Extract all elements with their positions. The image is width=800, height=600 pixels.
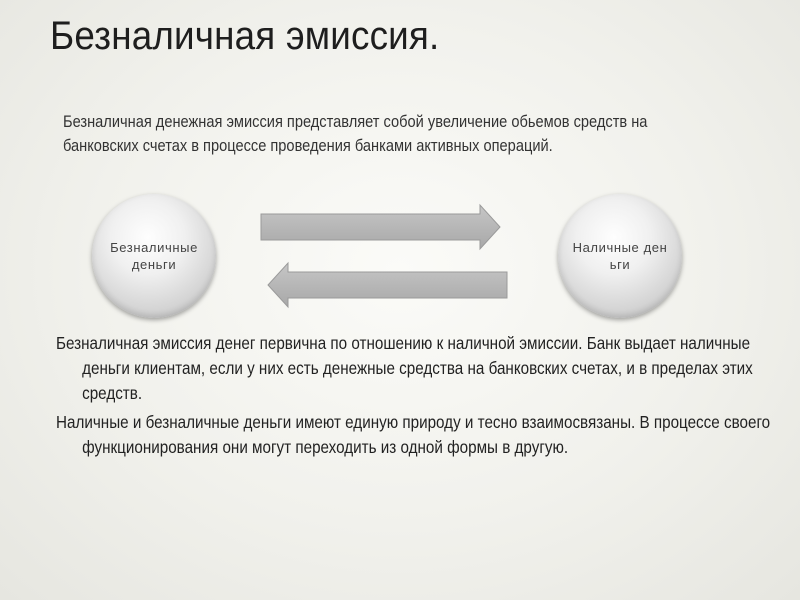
paragraph-primary-emission: Безналичная эмиссия денег первична по отношению к наличной эмиссии. Банк выдает наличные деньги клиентам, если у них есть денежные средства на банковских счетах, и в пределах этих средств. — [56, 333, 753, 403]
arrow-right-icon — [258, 203, 503, 251]
cash-money-circle — [558, 194, 682, 318]
cash-money-label: Наличные деньги — [572, 240, 668, 272]
arrow-left-icon — [265, 261, 510, 309]
cashless-money-circle — [92, 194, 216, 318]
slide-title: Безналичная эмиссия. — [50, 14, 440, 58]
paragraph-2-container — [56, 410, 776, 466]
paragraph-1-container — [56, 331, 776, 412]
paragraph-interrelation: Наличные и безналичные деньги имеют единую природу и тесно взаимосвязаны. В процессе своего функционирования они могут переходить из одной формы в другую. — [56, 412, 771, 457]
cashless-money-label: Безналичные деньги — [110, 240, 198, 272]
intro-text: Безналичная денежная эмиссия представляет собой увеличение обьемов средств на банковских счетах в процессе проведения банками активных операций. — [63, 112, 648, 155]
